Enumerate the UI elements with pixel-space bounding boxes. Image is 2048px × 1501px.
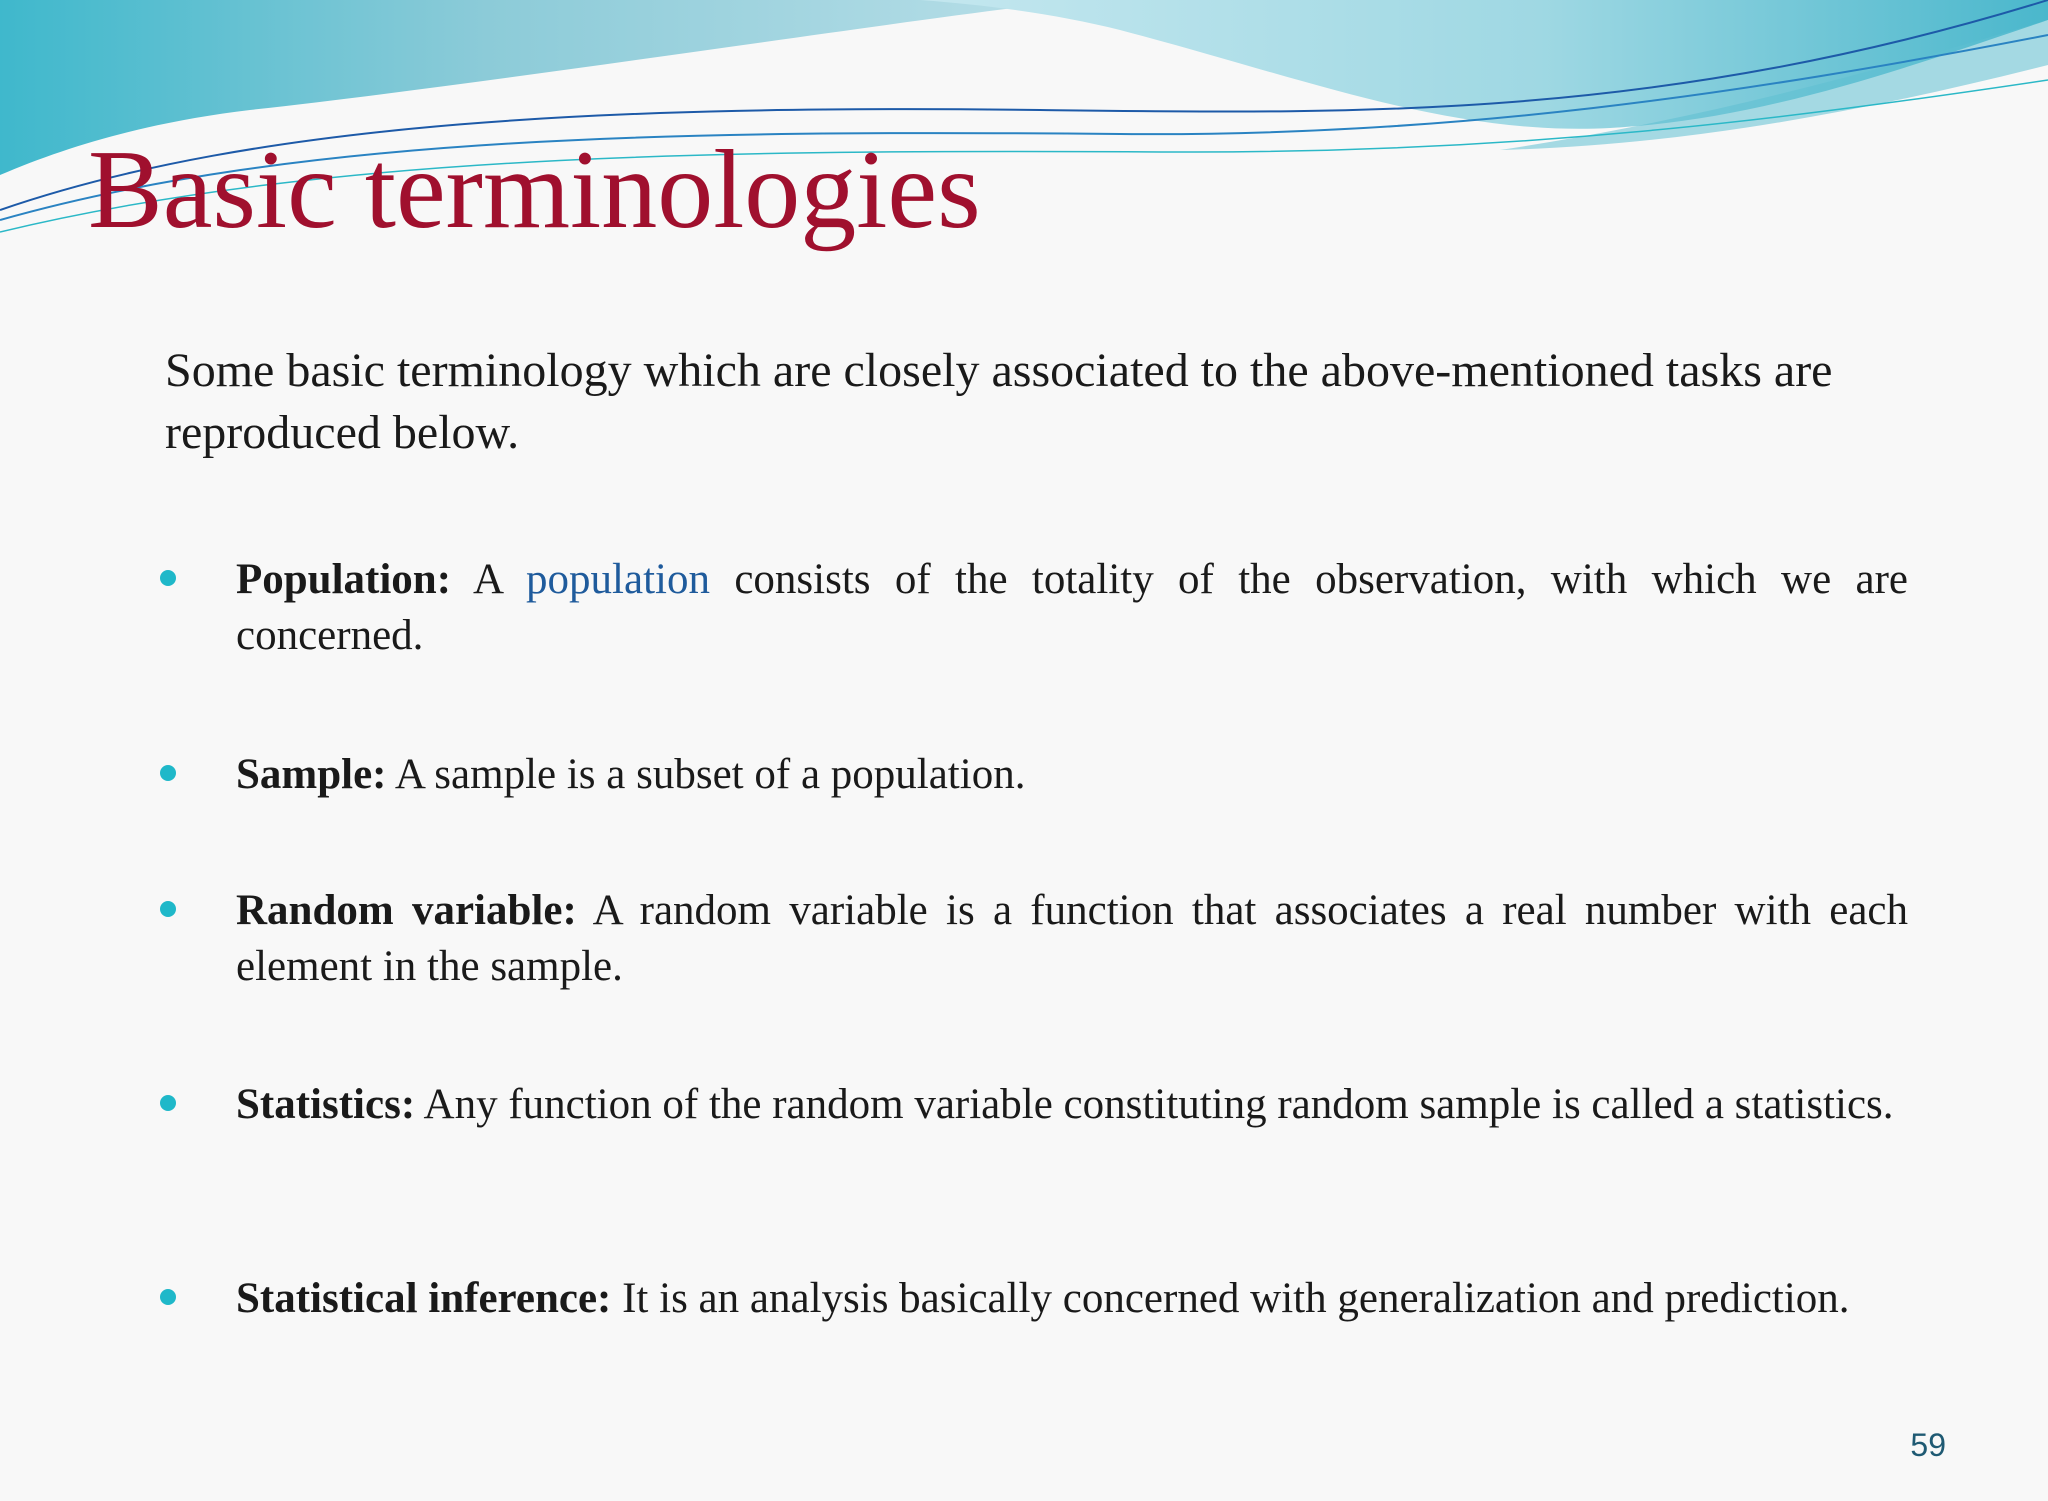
- intro-paragraph: Some basic terminology which are closely associated to the above-mentioned tasks are reproduced below.: [165, 344, 1833, 459]
- term-label: Sample:: [236, 751, 387, 798]
- bullet-icon: [160, 1289, 176, 1305]
- term-label: Statistics:: [236, 1081, 416, 1128]
- bullet-icon: [160, 901, 176, 917]
- bullet-text: [236, 552, 1908, 664]
- definition-text: A random variable is a function that associates a real number with each element in the sample.: [236, 887, 1909, 990]
- term-label: Population:: [236, 556, 452, 603]
- bullet-text: [236, 883, 1908, 995]
- bullet-icon: [160, 570, 176, 586]
- slide-title: Basic terminologies: [88, 128, 981, 252]
- bullet-icon: [160, 1095, 176, 1111]
- definition-text: Any function of the random variable constituting random sample is called a statistics.: [415, 1081, 1894, 1128]
- bullet-text: [236, 1271, 1908, 1327]
- bullet-text: [236, 747, 1908, 803]
- bullet-icon: [160, 765, 176, 781]
- bullet-text: [236, 1077, 1908, 1133]
- page-number: 59: [1910, 1427, 1946, 1463]
- population-link[interactable]: population: [526, 556, 710, 603]
- definition-text-part: consists of the totality of the observation, with which we are concerned.: [236, 556, 1908, 659]
- definition-text-part: A: [451, 556, 527, 603]
- definition-text: A sample is a subset of a population.: [386, 751, 1026, 798]
- definition-text: It is an analysis basically concerned with generalization and prediction.: [611, 1275, 1850, 1322]
- term-label: Statistical inference:: [236, 1275, 612, 1322]
- term-label: Random variable:: [236, 887, 577, 934]
